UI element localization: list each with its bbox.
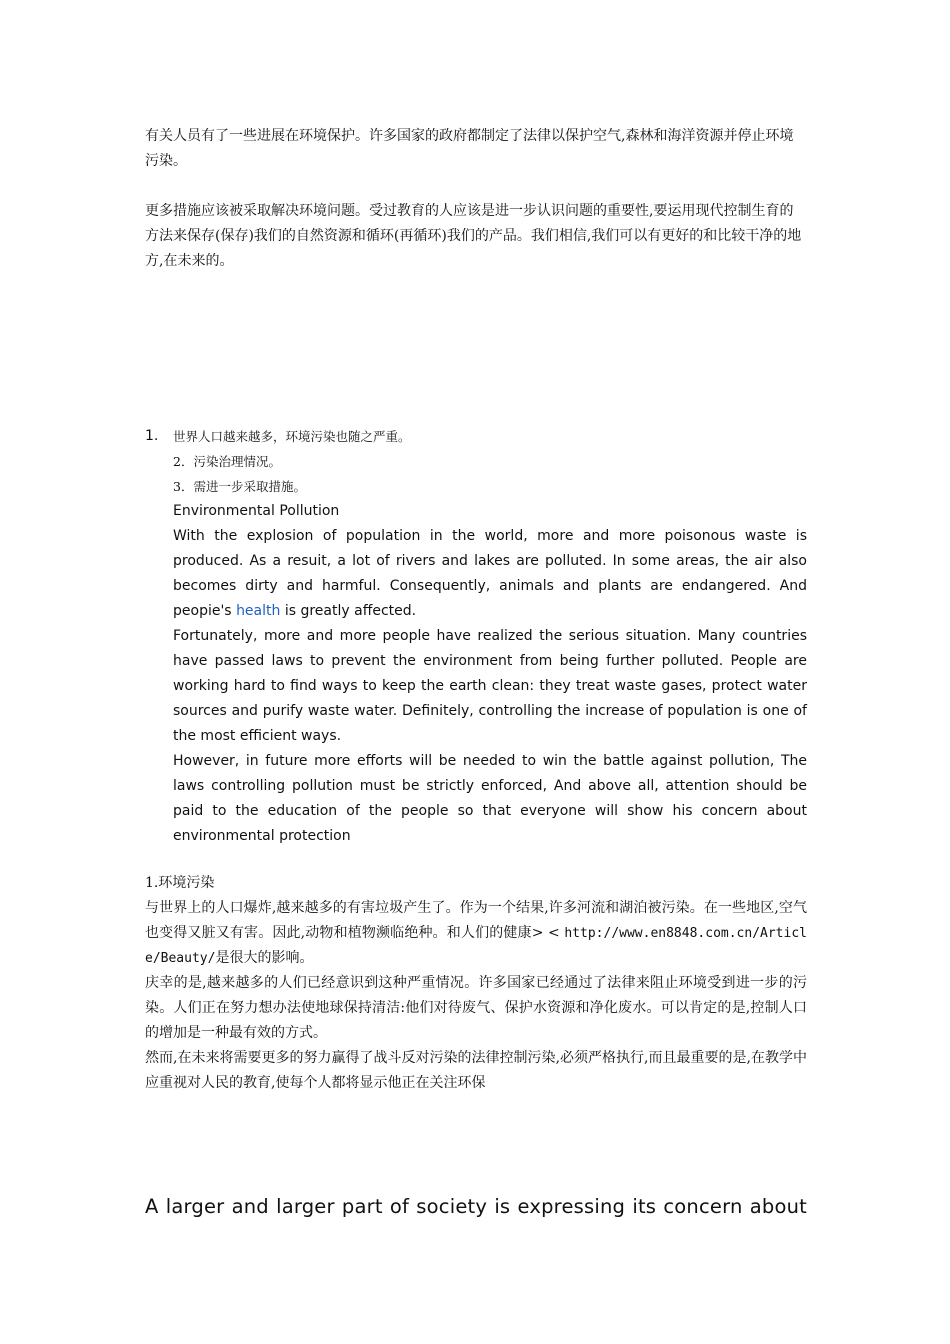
essay-p1-text: With the explosion of population in the world, more and more poisonous waste is produced. As a resuit, a lot of rivers and lakes are polluted. In some areas, the air also becomes dirty and harmful. Consequently, animals and plants are endangered. And peopie's [173,528,807,619]
bottom-heading-line: A larger and larger part of society is expressing its concern about [145,1195,807,1218]
outline-number: 1. [145,428,159,444]
paragraph-progress: 有关人员有了一些进展在环境保护。许多国家的政府都制定了法律以保护空气,森林和海洋资源并停止环境污染。 [145,128,794,169]
health-link[interactable]: health [236,603,281,619]
outline-item-3: 3．需进一步采取措施。 [173,479,306,494]
outline-text: 世界人口越来越多，环境污染也随之严重。 [173,429,411,444]
source-url: http://www.en8848.com.cn/Article/Beauty/ [145,926,807,966]
essay-paragraph-3: However, in future more efforts will be needed to win the battle against pollution, The laws controlling pollution must be strictly enforced, And above all, attention should be paid to the education of the people so that everyone will show his concern about environmental protection [173,753,807,844]
top-paragraphs [145,124,807,274]
translation-paragraph-2: 庆幸的是,越来越多的人们已经意识到这种严重情况。许多国家已经通过了法律来阻止环境受到进一步的污染。人们正在努力想办法使地球保持清洁:他们对待废气、保护水资源和净化废水。可以肯定的是,控制人口的增加是一种最有效的方式。 [145,975,807,1041]
essay-paragraph-2: Fortunately, more and more people have realized the serious situation. Many countries have passed laws to prevent the environment from being further polluted. People are working hard to find ways to keep the earth clean: they treat waste gases, protect water sources and purify waste water. Definitely, controlling the increase of population is one of the most efficient ways. [173,628,807,744]
translation-paragraph-3: 然而,在未来将需要更多的努力赢得了战斗反对污染的法律控制污染,必须严格执行,而且最重要的是,在教学中应重视对人民的教育,使每个人都将显示他正在关注环保 [145,1050,807,1091]
essay-p1-tail: is greatly affected. [280,603,417,619]
essay-paragraph-1 [145,524,807,624]
paragraph-measures: 更多措施应该被采取解决环境问题。受过教育的人应该是进一步认识问题的重要性,要运用现代控制生育的方法来保存(保存)我们的自然资源和循环(再循环)我们的产品。我们相信,我们可以有更好的和比较干净的地方,在未来的。 [145,203,802,269]
translation-paragraph-1 [145,896,807,971]
outline-item-2: 2．污染治理情况。 [173,454,281,469]
essay-title: Environmental Pollution [173,503,340,519]
translation-p1-text: 与世界上的人口爆炸,越来越多的有害垃圾产生了。作为一个结果,许多河流和湖泊被污染。在一些地区,空气也变得又脏又有害。因此,动物和植物濒临绝种。和人们的健康> < [145,900,807,941]
translation-section [145,871,807,1096]
essay-section [145,424,807,849]
translation-title: 1.环境污染 [145,875,215,891]
outline-item-1 [145,424,807,449]
translation-p1-tail: 是很大的影响。 [215,950,314,966]
